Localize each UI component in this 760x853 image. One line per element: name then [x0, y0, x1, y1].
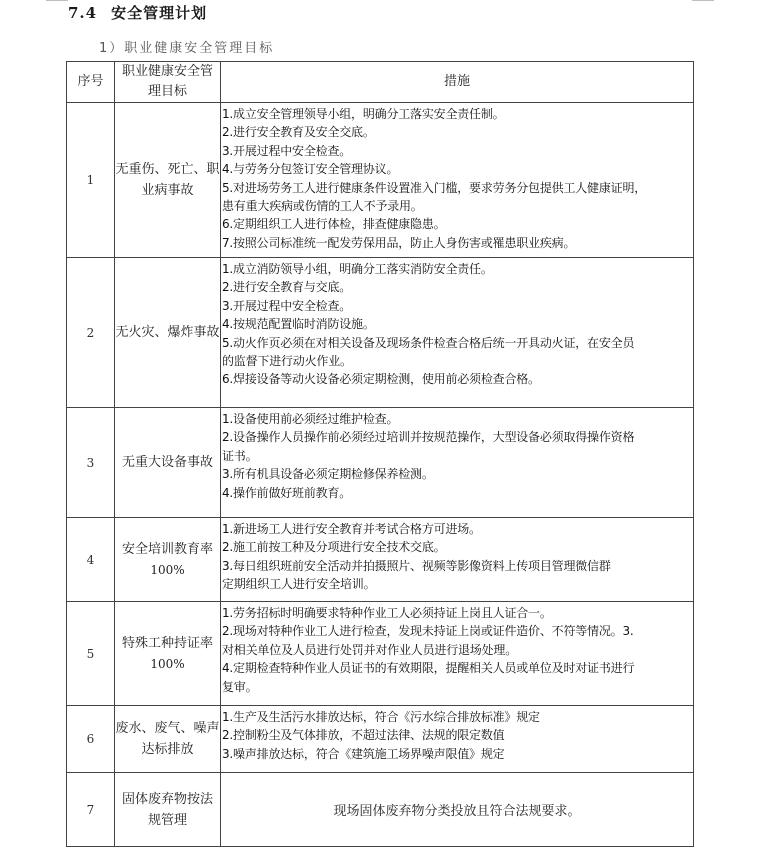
measure-line: 3.所有机具设备必须定期检修保养检测。	[222, 467, 434, 482]
measure-line: 2.进行安全教育与交底。	[222, 280, 352, 295]
measure-line: 2.施工前按工种及分项进行安全技术交底。	[222, 540, 446, 555]
row-measures	[221, 258, 694, 408]
row-index: 7	[67, 773, 115, 847]
table-header-row	[67, 62, 694, 103]
header-index: 序号	[67, 62, 115, 103]
row-index: 2	[67, 258, 115, 408]
measure-line: 证书。	[222, 448, 258, 463]
measure-line: 1.成立消防领导小组，明确分工落实消防安全责任。	[222, 262, 493, 276]
measure-line: 6.焊接设备等动火设备必须定期检测，使用前必须检查合格。	[222, 372, 540, 387]
measure-line: 3.开展过程中安全检查。	[222, 143, 352, 158]
section-heading	[68, 2, 207, 23]
page-corner-mark-right	[692, 0, 714, 1]
header-goal-text: 职业健康安全管理目标	[121, 64, 213, 99]
table-row	[67, 408, 694, 518]
row-goal	[115, 773, 221, 847]
measure-line: 4.操作前做好班前教育。	[222, 485, 352, 500]
section-title: 安全管理计划	[111, 4, 208, 22]
goal-line: 规管理	[147, 812, 187, 828]
table-row	[67, 258, 694, 408]
goal-line: 无重大设备事故	[121, 455, 213, 470]
table-row	[67, 773, 694, 847]
goal-line: 达标排放	[141, 742, 194, 757]
goal-line: 业病事故	[141, 183, 194, 198]
row-measures	[221, 103, 694, 258]
row-goal	[115, 518, 221, 602]
row-goal	[115, 602, 221, 706]
measure-line: 2.现场对特种作业工人进行检查，发现未持证上岗或证件造价、不符等情况。3.	[222, 624, 634, 639]
measure-line: 3.噪声排放达标，符合《建筑施工场界噪声限值》规定	[222, 746, 505, 761]
row-goal	[115, 103, 221, 258]
measure-line: 1.生产及生活污水排放达标，符合《污水综合排放标准》规定	[222, 710, 540, 724]
row-measures	[221, 518, 694, 602]
table-row	[67, 103, 694, 258]
measure-line: 5.对进场劳务工人进行健康条件设置准入门槛，要求劳务分包提供工人健康证明，	[222, 180, 647, 195]
header-measures: 措施	[221, 62, 694, 103]
goal-percentage: 100%	[150, 656, 185, 671]
row-index: 4	[67, 518, 115, 602]
subsection-title: 1）职业健康安全管理目标	[99, 41, 275, 56]
measure-line: 2.设备操作人员操作前必须经过培训并按规范操作，大型设备必须取得操作资格	[222, 430, 635, 445]
header-goal	[115, 62, 221, 103]
row-goal	[115, 706, 221, 773]
measure-line: 定期组织工人进行安全培训。	[222, 577, 376, 592]
goal-line: 固体废弃物按法	[121, 791, 213, 807]
row-measures	[221, 706, 694, 773]
measure-line: 2.控制粉尘及气体排放，不超过法律、法规的限定数值	[222, 728, 505, 743]
measure-line: 6.定期组织工人进行体检，排查健康隐患。	[222, 217, 446, 232]
measure-line: 4.按规范配置临时消防设施。	[222, 317, 375, 332]
measure-line: 4.与劳务分包签订安全管理协议。	[222, 162, 399, 177]
measure-line: 4.定期检查特种作业人员证书的有效期限，提醒相关人员或单位及时对证书进行	[222, 661, 635, 676]
measure-line: 3.开展过程中安全检查。	[222, 298, 352, 313]
goal-line: 无重伤、死亡、职	[115, 162, 220, 177]
measure-line: 的监督下进行动火作业。	[222, 354, 352, 369]
goal-line: 安全培训教育率	[121, 541, 213, 557]
row-measures	[221, 602, 694, 706]
goal-line: 特殊工种持证率	[121, 635, 213, 651]
goal-percentage: 100%	[150, 562, 185, 577]
table-row	[67, 602, 694, 706]
safety-plan-table	[66, 61, 694, 847]
measure-line: 复审。	[222, 679, 258, 694]
measure-line: 7.按照公司标准统一配发劳保用品，防止人身伤害或罹患职业疾病。	[222, 235, 576, 250]
measure-line: 2.进行安全教育及安全交底。	[222, 125, 375, 140]
row-measures-text: 现场固体废弃物分类投放且符合法规要求。	[221, 773, 694, 847]
measure-line: 1.劳务招标时明确要求特种作业工人必须持证上岗且人证合一。	[222, 606, 552, 620]
row-index: 1	[67, 103, 115, 258]
row-goal	[115, 408, 221, 518]
measure-line: 对相关单位及人员进行处罚并对作业人员进行退场处理。	[222, 642, 518, 657]
row-index: 5	[67, 602, 115, 706]
goal-line: 废水、废气、噪声	[115, 721, 220, 736]
measure-line: 患有重大疾病或伤情的工人不予录用。	[222, 199, 423, 214]
measure-line: 1.新进场工人进行安全教育并考试合格方可进场。	[222, 522, 481, 536]
row-index: 3	[67, 408, 115, 518]
measure-line: 3.每日组织班前安全活动并拍摄照片、视频等影像资料上传项目管理微信群	[222, 558, 611, 573]
measure-line: 5.动火作页必须在对相关设备及现场条件检查合格后统一开具动火证，在安全员	[222, 335, 635, 350]
section-number: 7.4	[68, 4, 98, 22]
table-row	[67, 518, 694, 602]
goal-line: 无火灾、爆炸事故	[115, 325, 220, 340]
row-measures	[221, 408, 694, 518]
measure-line: 1.成立安全管理领导小组，明确分工落实安全责任制。	[222, 107, 505, 121]
page-corner-mark-left	[46, 0, 68, 1]
row-goal	[115, 258, 221, 408]
measure-line: 1.设备使用前必须经过维护检查。	[222, 412, 399, 426]
table-row	[67, 706, 694, 773]
row-index: 6	[67, 706, 115, 773]
